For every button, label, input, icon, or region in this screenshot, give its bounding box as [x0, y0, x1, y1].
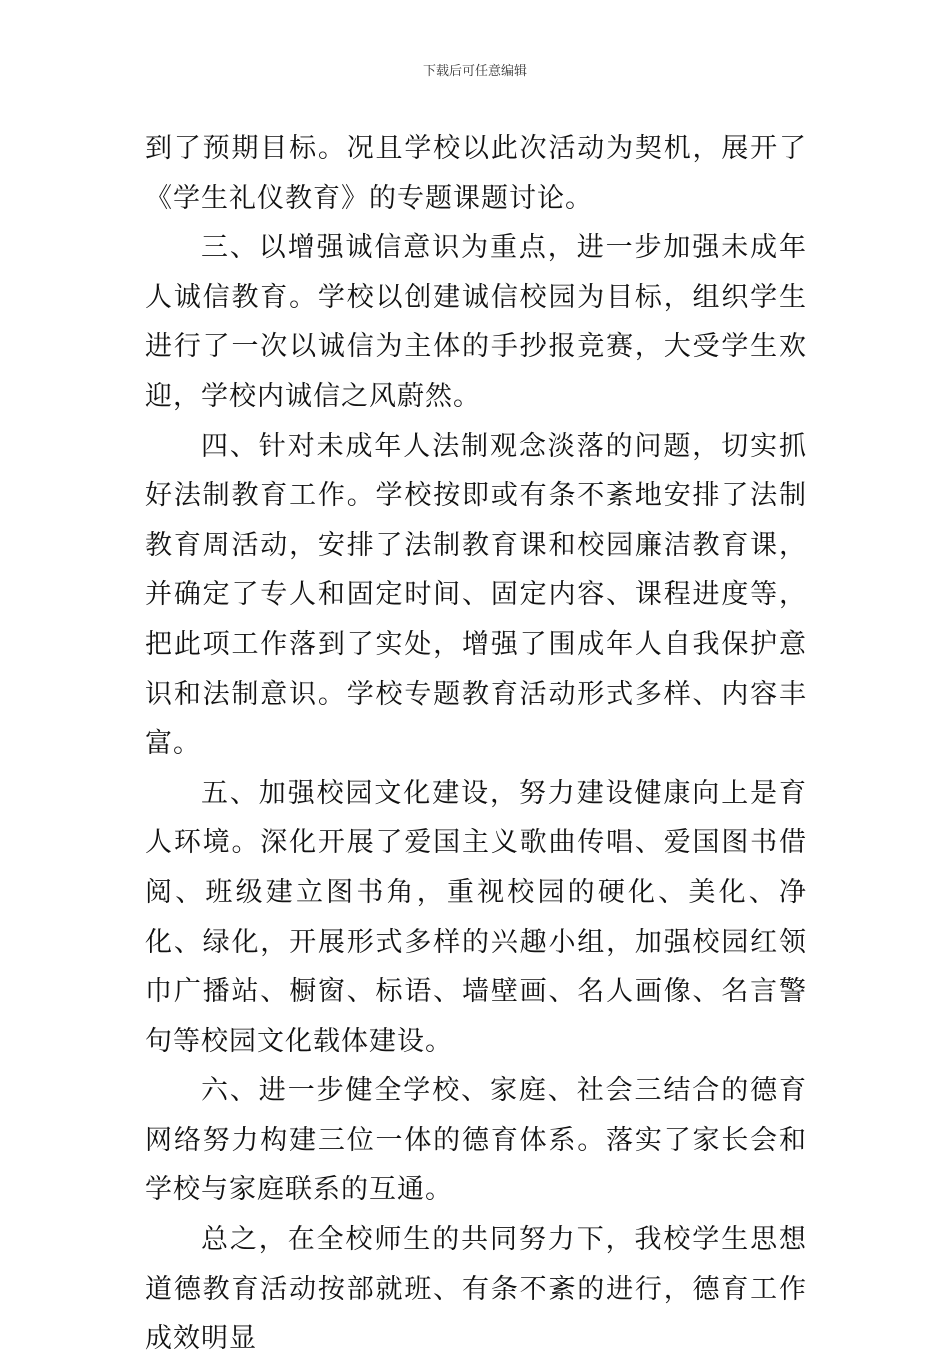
paragraph-conclusion: 总之，在全校师生的共同努力下，我校学生思想道德教育活动按部就班、有条不紊的进行，德育工作成效明显: [145, 1224, 807, 1355]
document-body: [145, 124, 807, 1364]
paragraph-legal-education: 四、针对未成年人法制观念淡落的问题，切实抓好法制教育工作。学校按即或有条不紊地安排了法制教育周活动，安排了法制教育课和校园廉洁教育课，并确定了专人和固定时间、固定内容、课程进度等，把此项工作落到了实处，增强了围成年人自我保护意识和法制意识。学校专题教育活动形式多样、内容丰富。: [145, 430, 807, 760]
paragraph-integrity-education: 三、以增强诚信意识为重点，进一步加强未成年人诚信教育。学校以创建诚信校园为目标，组织学生进行了一次以诚信为主体的手抄报竞赛，大受学生欢迎，学校内诚信之风蔚然。: [145, 232, 807, 412]
paragraph-campus-culture: 五、加强校园文化建设，努力建设健康向上是育人环境。深化开展了爱国主义歌曲传唱、爱国图书借阅、班级建立图书角，重视校园的硬化、美化、净化、绿化，开展形式多样的兴趣小组，加强校园红领巾广播站、橱窗、标语、墙壁画、名人画像、名言警句等校园文化载体建设。: [145, 777, 807, 1057]
paragraph-continuation: 到了预期目标。况且学校以此次活动为契机，展开了《学生礼仪教育》的专题课题讨论。: [145, 133, 807, 214]
paragraph-moral-network: 六、进一步健全学校、家庭、社会三结合的德育网络努力构建三位一体的德育体系。落实了家长会和学校与家庭联系的互通。: [145, 1075, 807, 1206]
page-header: 下载后可任意编辑: [422, 64, 527, 79]
